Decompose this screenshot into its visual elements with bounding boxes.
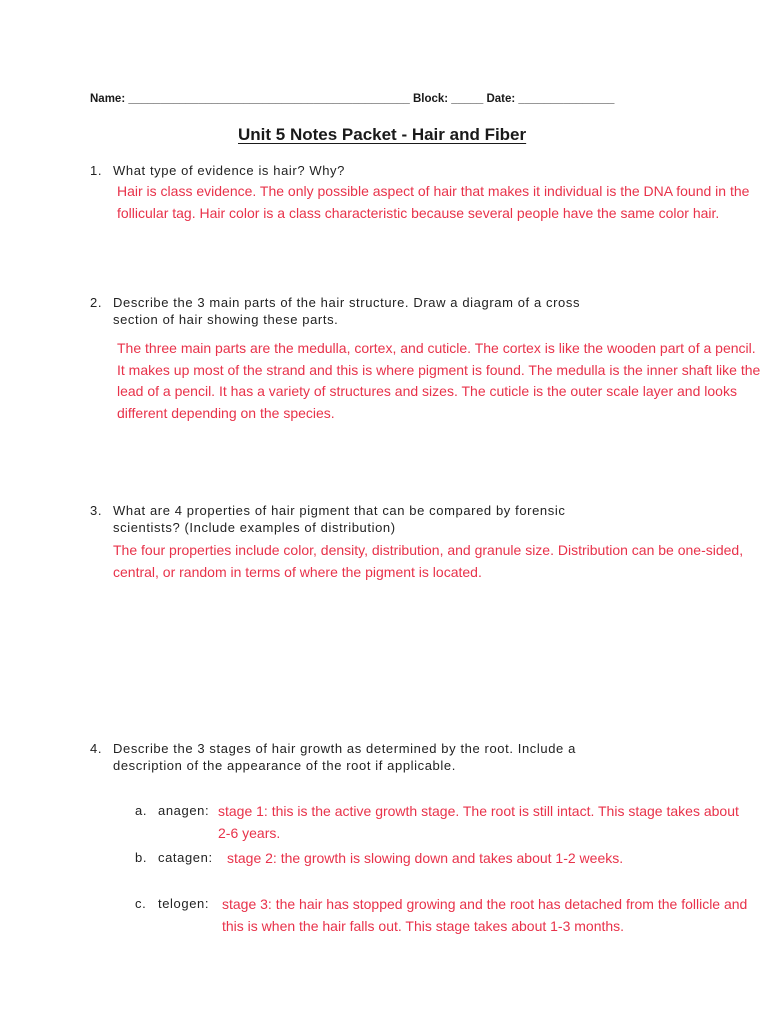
page-title: Unit 5 Notes Packet - Hair and Fiber (238, 125, 527, 144)
question-number: 1. (90, 163, 103, 178)
question-number: 3. (90, 503, 103, 518)
stage-c-answer: stage 3: the hair has stopped growing and the root has detached from the follicle and this is when the hair falls out. This stage takes about 1-3 months. (222, 896, 748, 934)
question-text: What type of evidence is hair? Why? (113, 163, 345, 178)
question-1 (90, 162, 345, 179)
question-3 (90, 502, 565, 536)
question-text-continued: scientists? (Include examples of distribution) (113, 520, 396, 535)
stage-name: telogen: (158, 896, 210, 911)
stage-a-label (135, 803, 209, 818)
question-number: 4. (90, 741, 103, 756)
answer-3: The four properties include color, density, distribution, and granule size. Distribution can be one-sided, central, or random in terms of where the pigment is located. (113, 542, 744, 580)
question-text: Describe the 3 main parts of the hair structure. Draw a diagram of a cross (113, 295, 581, 310)
stage-letter: c. (135, 896, 147, 911)
answer-1: Hair is class evidence. The only possible aspect of hair that makes it individual is the DNA found in the follicular tag. Hair color is a class characteristic because several people have the same color hair. (117, 183, 750, 221)
stage-letter: b. (135, 850, 148, 865)
question-text-continued: section of hair showing these parts. (113, 312, 339, 327)
question-text-continued: description of the appearance of the root if applicable. (113, 758, 456, 773)
answer-2: The three main parts are the medulla, cortex, and cuticle. The cortex is like the wooden part of a pencil. It makes up most of the strand and this is where pigment is found. The medulla is the inner shaft like the lead of a pencil. It has a variety of structures and sizes. The cuticle is the outer scale layer and looks different depending on the species. (117, 340, 761, 421)
stage-b-label (135, 850, 213, 865)
question-number: 2. (90, 295, 103, 310)
name-block-date-line: Name: ____________________________________________ Block: _____ Date: _______________ (90, 93, 615, 105)
stage-a-answer: stage 1: this is the active growth stage. The root is still intact. This stage takes about 2-6 years. (218, 803, 739, 841)
stage-name: catagen: (158, 850, 213, 865)
question-2 (90, 294, 580, 328)
question-text: What are 4 properties of hair pigment that can be compared by forensic (113, 503, 566, 518)
question-text: Describe the 3 stages of hair growth as determined by the root. Include a (113, 741, 576, 756)
stage-name: anagen: (158, 803, 210, 818)
stage-letter: a. (135, 803, 148, 818)
stage-c-label (135, 896, 209, 911)
stage-b-answer: stage 2: the growth is slowing down and takes about 1-2 weeks. (227, 850, 624, 866)
question-4 (90, 740, 576, 774)
